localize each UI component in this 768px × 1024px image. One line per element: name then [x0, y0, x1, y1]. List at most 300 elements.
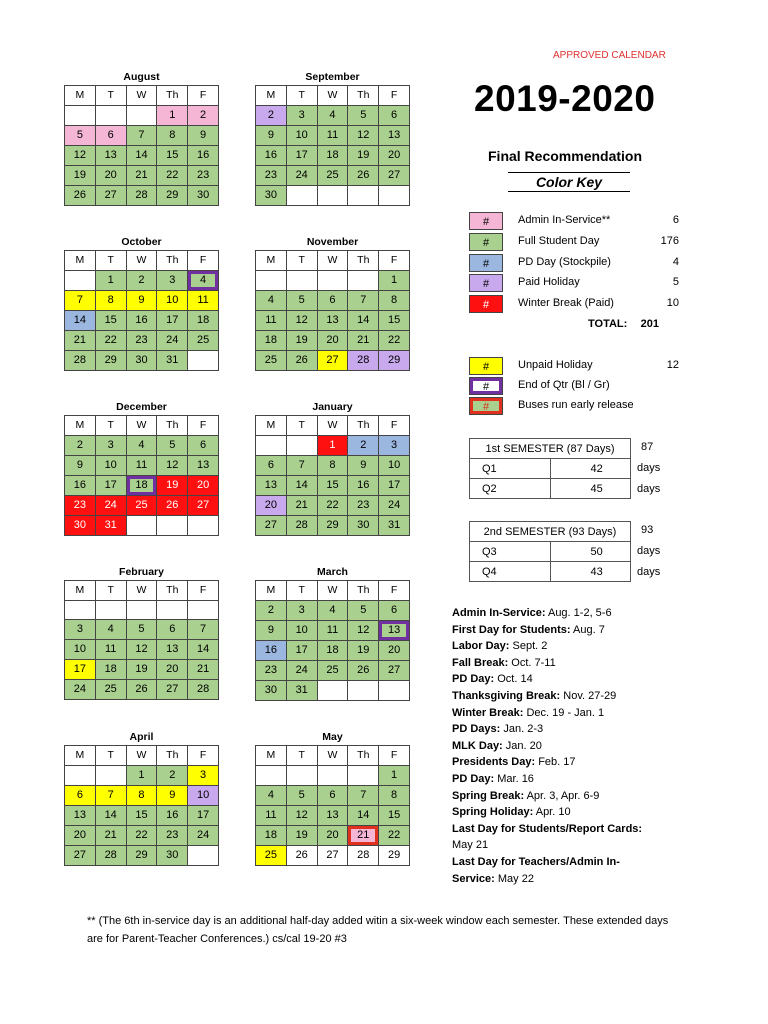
day-cell: 8	[95, 291, 126, 311]
day-cell: 13	[379, 621, 410, 641]
day-cell: 2	[188, 106, 219, 126]
day-cell: 11	[126, 456, 157, 476]
key-item-full-day	[469, 233, 679, 253]
weekday-header: M	[65, 746, 96, 766]
day-cell	[286, 766, 317, 786]
day-cell: 11	[188, 291, 219, 311]
date-note	[452, 821, 702, 838]
weekday-header: F	[188, 86, 219, 106]
weekday-header: Th	[348, 86, 379, 106]
day-cell: 27	[65, 846, 96, 866]
day-cell: 13	[65, 806, 96, 826]
approved-label: APPROVED CALENDAR	[553, 50, 666, 61]
day-cell: 11	[317, 126, 348, 146]
key-item-unpaid-holiday	[469, 357, 679, 377]
day-cell	[188, 351, 219, 371]
weekday-header: Th	[348, 746, 379, 766]
day-cell: 4	[95, 620, 126, 640]
key-swatch: #	[469, 212, 503, 230]
day-cell: 3	[65, 620, 96, 640]
key-swatch: #	[469, 377, 503, 395]
note-label: Thanksgiving Break:	[452, 689, 561, 702]
weekday-header: F	[379, 746, 410, 766]
day-cell: 3	[286, 106, 317, 126]
day-cell: 20	[95, 166, 126, 186]
month-table	[255, 85, 410, 206]
weekday-header: M	[65, 251, 96, 271]
day-cell: 9	[256, 621, 287, 641]
day-cell: 18	[126, 476, 157, 496]
day-cell: 30	[65, 516, 96, 536]
day-cell: 21	[348, 331, 379, 351]
key-swatch: #	[469, 274, 503, 292]
day-cell: 17	[157, 311, 188, 331]
weekday-header: W	[126, 251, 157, 271]
day-cell: 19	[286, 826, 317, 846]
key-item-paid-holiday	[469, 274, 679, 294]
note-label: PD Day:	[452, 673, 495, 686]
date-note	[452, 754, 702, 771]
day-cell: 5	[286, 786, 317, 806]
key-count: 10	[666, 297, 679, 309]
month-january	[255, 400, 410, 536]
day-cell: 7	[95, 786, 126, 806]
weekday-header: F	[188, 746, 219, 766]
key-count: 4	[672, 256, 679, 268]
key-item-winter-break	[469, 295, 679, 315]
day-cell	[348, 681, 379, 701]
month-name: March	[317, 566, 348, 578]
day-cell: 20	[379, 146, 410, 166]
quarter-label: Q1	[470, 459, 551, 479]
day-cell: 25	[317, 661, 348, 681]
day-cell: 10	[188, 786, 219, 806]
month-august	[64, 70, 219, 206]
date-note	[452, 788, 702, 805]
day-cell: 20	[157, 660, 188, 680]
month-may	[255, 730, 410, 866]
weekday-header: T	[286, 86, 317, 106]
date-note	[452, 738, 702, 755]
month-table	[255, 415, 410, 536]
day-cell: 12	[65, 146, 96, 166]
day-cell: 10	[95, 456, 126, 476]
day-cell	[157, 601, 188, 620]
date-note	[452, 638, 702, 655]
note-label: First Day for Students:	[452, 623, 571, 636]
day-cell	[95, 106, 126, 126]
day-cell: 30	[157, 846, 188, 866]
weekday-header: T	[95, 251, 126, 271]
month-february	[64, 565, 219, 700]
key-label: Buses run early release	[518, 399, 634, 411]
month-name: April	[129, 731, 154, 743]
quarter-days: 42	[550, 459, 631, 479]
day-cell: 4	[256, 291, 287, 311]
day-cell: 24	[286, 661, 317, 681]
quarter-label: Q4	[470, 562, 551, 582]
day-cell: 9	[65, 456, 96, 476]
key-label: End of Qtr (Bl / Gr)	[518, 379, 610, 391]
quarter-label: Q3	[470, 542, 551, 562]
day-cell: 6	[157, 620, 188, 640]
date-note	[452, 804, 702, 821]
month-name: October	[121, 236, 162, 248]
day-cell: 8	[317, 456, 348, 476]
day-cell: 21	[286, 496, 317, 516]
day-cell: 28	[95, 846, 126, 866]
day-cell: 22	[95, 331, 126, 351]
day-cell	[317, 271, 348, 291]
weekday-header: T	[286, 746, 317, 766]
month-september	[255, 70, 410, 206]
day-cell: 30	[256, 681, 287, 701]
day-cell: 6	[379, 106, 410, 126]
month-name: February	[119, 566, 164, 578]
day-cell: 8	[157, 126, 188, 146]
note-label: Fall Break:	[452, 656, 509, 669]
note-value: Oct. 14	[494, 673, 533, 686]
day-cell	[65, 766, 96, 786]
day-cell: 30	[348, 516, 379, 536]
month-table	[64, 745, 219, 866]
day-cell: 15	[95, 311, 126, 331]
day-cell: 18	[256, 826, 287, 846]
day-cell: 5	[126, 620, 157, 640]
day-cell: 26	[126, 680, 157, 700]
weekday-header: M	[256, 251, 287, 271]
day-cell: 17	[188, 806, 219, 826]
date-note	[452, 655, 702, 672]
day-cell: 1	[317, 436, 348, 456]
note-value: Nov. 27-29	[560, 689, 617, 702]
day-cell: 5	[157, 436, 188, 456]
month-name: January	[312, 401, 353, 413]
day-cell	[188, 516, 219, 536]
day-cell: 14	[348, 806, 379, 826]
day-cell: 30	[256, 186, 287, 206]
weekday-header: W	[317, 746, 348, 766]
weekday-header: Th	[348, 416, 379, 436]
note-value: Aug. 1-2, 5-6	[545, 607, 612, 619]
day-cell: 27	[157, 680, 188, 700]
day-cell: 7	[348, 786, 379, 806]
key-item-pd-day	[469, 254, 679, 274]
day-cell: 13	[317, 806, 348, 826]
day-cell: 31	[379, 516, 410, 536]
day-cell: 11	[256, 311, 287, 331]
day-cell: 21	[348, 826, 379, 846]
day-cell: 4	[317, 106, 348, 126]
month-table	[64, 85, 219, 206]
weekday-header: W	[126, 416, 157, 436]
weekday-header: T	[95, 581, 126, 601]
day-cell: 16	[256, 641, 287, 661]
day-cell: 25	[95, 680, 126, 700]
day-cell: 15	[126, 806, 157, 826]
month-table	[64, 250, 219, 371]
day-cell: 19	[286, 331, 317, 351]
month-april	[64, 730, 219, 866]
day-cell: 22	[379, 331, 410, 351]
day-cell: 26	[348, 166, 379, 186]
note-value: Jan. 2-3	[500, 723, 544, 736]
key-item-early-release	[469, 397, 679, 417]
date-note	[452, 771, 702, 788]
note-value: Apr. 10	[533, 806, 571, 819]
month-march	[255, 565, 410, 701]
date-note	[452, 605, 702, 622]
day-cell: 16	[126, 311, 157, 331]
day-cell: 3	[157, 271, 188, 291]
note-value: Oct. 7-11	[508, 656, 556, 669]
day-cell: 22	[379, 826, 410, 846]
day-cell: 13	[317, 311, 348, 331]
day-cell: 14	[348, 311, 379, 331]
day-cell: 25	[256, 846, 287, 866]
day-cell: 20	[317, 331, 348, 351]
day-cell: 21	[188, 660, 219, 680]
key-label: Unpaid Holiday	[518, 359, 593, 371]
day-cell: 20	[65, 826, 96, 846]
day-cell	[256, 766, 287, 786]
weekday-header: T	[286, 581, 317, 601]
note-label: Last Day for Teachers/Admin In-	[452, 855, 620, 868]
day-cell: 1	[95, 271, 126, 291]
day-cell: 29	[126, 846, 157, 866]
note-label: Spring Break:	[452, 789, 525, 802]
semester-title: 2nd SEMESTER (93 Days)	[470, 522, 631, 542]
day-cell: 2	[126, 271, 157, 291]
note-label: Spring Holiday:	[452, 806, 534, 819]
note-value: Sept. 2	[509, 640, 548, 653]
day-cell: 15	[379, 806, 410, 826]
semester-count: 87	[641, 441, 654, 453]
quarter-days: 45	[550, 479, 631, 499]
day-cell	[95, 601, 126, 620]
day-cell: 10	[286, 621, 317, 641]
day-cell: 28	[65, 351, 96, 371]
day-cell: 2	[256, 601, 287, 621]
day-cell: 6	[65, 786, 96, 806]
weekday-header: T	[95, 746, 126, 766]
day-cell: 13	[188, 456, 219, 476]
date-note	[452, 622, 702, 639]
day-cell: 17	[286, 641, 317, 661]
day-cell	[256, 436, 287, 456]
day-cell: 10	[379, 456, 410, 476]
day-cell: 27	[317, 351, 348, 371]
day-cell: 17	[65, 660, 96, 680]
weekday-header: W	[126, 746, 157, 766]
day-cell: 30	[188, 186, 219, 206]
date-note	[452, 721, 702, 738]
key-label: PD Day (Stockpile)	[518, 256, 611, 268]
day-cell: 19	[157, 476, 188, 496]
days-unit: days	[637, 462, 661, 474]
month-table	[255, 250, 410, 371]
day-cell: 2	[348, 436, 379, 456]
day-cell	[379, 186, 410, 206]
weekday-header: Th	[348, 581, 379, 601]
month-name: December	[116, 401, 167, 413]
day-cell: 3	[188, 766, 219, 786]
weekday-header: F	[379, 416, 410, 436]
day-cell: 23	[188, 166, 219, 186]
day-cell: 28	[348, 351, 379, 371]
day-cell: 6	[256, 456, 287, 476]
day-cell: 20	[256, 496, 287, 516]
weekday-header: Th	[157, 581, 188, 601]
key-swatch: #	[469, 295, 503, 313]
note-label: Last Day for Students/Report Cards:	[452, 822, 643, 835]
day-cell: 14	[95, 806, 126, 826]
day-cell: 23	[126, 331, 157, 351]
key-item-admin	[469, 212, 679, 232]
day-cell: 23	[348, 496, 379, 516]
day-cell: 9	[256, 126, 287, 146]
note-value: May 22	[494, 872, 534, 885]
quarter-days: 50	[550, 542, 631, 562]
day-cell: 27	[379, 661, 410, 681]
day-cell	[65, 601, 96, 620]
weekday-header: M	[256, 86, 287, 106]
semester-2-table	[469, 521, 631, 582]
day-cell: 29	[157, 186, 188, 206]
color-key-title: Color Key	[508, 172, 630, 192]
day-cell: 26	[348, 661, 379, 681]
day-cell: 11	[95, 640, 126, 660]
day-cell	[317, 681, 348, 701]
day-cell: 14	[188, 640, 219, 660]
month-table	[64, 580, 219, 700]
day-cell	[95, 766, 126, 786]
day-cell	[348, 766, 379, 786]
day-cell: 16	[188, 146, 219, 166]
weekday-header: F	[188, 251, 219, 271]
day-cell: 2	[157, 766, 188, 786]
day-cell: 12	[157, 456, 188, 476]
day-cell: 11	[317, 621, 348, 641]
day-cell	[379, 681, 410, 701]
weekday-header: W	[317, 581, 348, 601]
day-cell	[286, 186, 317, 206]
day-cell: 23	[65, 496, 96, 516]
day-cell: 20	[379, 641, 410, 661]
day-cell: 25	[256, 351, 287, 371]
day-cell: 24	[65, 680, 96, 700]
month-name: August	[123, 71, 160, 83]
day-cell: 21	[65, 331, 96, 351]
month-table	[64, 415, 219, 536]
day-cell: 10	[286, 126, 317, 146]
note-label: MLK Day:	[452, 739, 503, 752]
day-cell: 6	[317, 786, 348, 806]
weekday-header: M	[65, 581, 96, 601]
key-label: Full Student Day	[518, 235, 600, 247]
subtitle: Final Recommendation	[488, 148, 643, 164]
important-dates	[452, 605, 702, 887]
weekday-header: F	[379, 86, 410, 106]
day-cell: 16	[348, 476, 379, 496]
semester-title: 1st SEMESTER (87 Days)	[470, 439, 631, 459]
key-swatch: #	[469, 254, 503, 272]
day-cell: 1	[126, 766, 157, 786]
key-swatch: #	[469, 357, 503, 375]
day-cell	[317, 766, 348, 786]
weekday-header: W	[317, 416, 348, 436]
day-cell: 25	[317, 166, 348, 186]
day-cell: 9	[126, 291, 157, 311]
day-cell: 12	[348, 126, 379, 146]
day-cell: 14	[286, 476, 317, 496]
weekday-header: T	[95, 416, 126, 436]
day-cell: 17	[95, 476, 126, 496]
day-cell: 8	[126, 786, 157, 806]
note-value: Mar. 16	[494, 772, 534, 785]
day-cell: 1	[157, 106, 188, 126]
day-cell: 29	[95, 351, 126, 371]
key-swatch: #	[469, 397, 503, 415]
day-cell: 19	[348, 641, 379, 661]
day-cell	[286, 436, 317, 456]
day-cell: 2	[65, 436, 96, 456]
day-cell: 26	[286, 846, 317, 866]
day-cell: 28	[126, 186, 157, 206]
day-cell: 4	[317, 601, 348, 621]
day-cell: 14	[126, 146, 157, 166]
day-cell: 4	[126, 436, 157, 456]
day-cell: 8	[379, 291, 410, 311]
day-cell: 6	[188, 436, 219, 456]
day-cell: 25	[188, 331, 219, 351]
day-cell	[65, 106, 96, 126]
key-count: 176	[660, 235, 679, 247]
day-cell: 12	[348, 621, 379, 641]
month-table	[255, 580, 410, 701]
key-label: Paid Holiday	[518, 276, 580, 288]
month-october	[64, 235, 219, 371]
day-cell: 5	[65, 126, 96, 146]
day-cell: 12	[126, 640, 157, 660]
weekday-header: F	[188, 416, 219, 436]
day-cell: 28	[188, 680, 219, 700]
day-cell: 16	[65, 476, 96, 496]
day-cell: 9	[157, 786, 188, 806]
day-cell: 9	[348, 456, 379, 476]
note-value: Feb. 17	[535, 756, 576, 769]
day-cell: 7	[286, 456, 317, 476]
day-cell: 29	[379, 351, 410, 371]
page-title: 2019-2020	[474, 78, 656, 119]
day-cell: 24	[157, 331, 188, 351]
day-cell	[126, 601, 157, 620]
day-cell: 23	[256, 661, 287, 681]
note-label: PD Days:	[452, 723, 501, 736]
key-item-end-of-qtr	[469, 377, 679, 397]
weekday-header: W	[126, 86, 157, 106]
footnote: ** (The 6th in-service day is an additional half-day added witin a six-week window each semester. These extended days are for Parent-Teacher Conferences.) cs/cal 19-20 #3	[87, 915, 669, 945]
day-cell: 21	[95, 826, 126, 846]
days-unit: days	[637, 566, 661, 578]
day-cell: 1	[379, 766, 410, 786]
day-cell: 24	[188, 826, 219, 846]
key-count: 5	[672, 276, 679, 288]
key-label: Winter Break (Paid)	[518, 297, 614, 309]
day-cell: 30	[126, 351, 157, 371]
day-cell: 3	[286, 601, 317, 621]
weekday-header: M	[256, 416, 287, 436]
